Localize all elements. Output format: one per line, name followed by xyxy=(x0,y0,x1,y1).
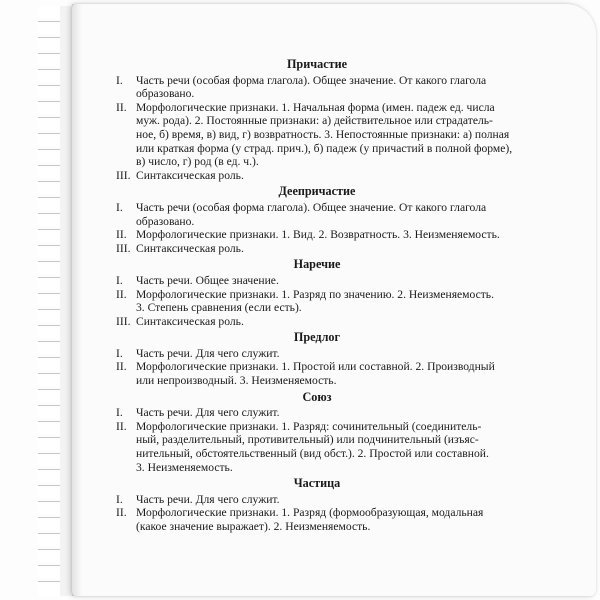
item-text: Часть речи. Для чего служит. xyxy=(136,492,280,506)
item-text: Морфологические признаки. 1. Разряд: сочинительный (соединитель- xyxy=(136,419,482,433)
list-item-line xyxy=(116,461,518,475)
roman-numeral: II. xyxy=(116,100,127,114)
roman-numeral: I. xyxy=(116,406,123,420)
item-text: (какое значение выражает). 2. Неизменяемость. xyxy=(136,520,371,533)
roman-numeral xyxy=(116,87,136,101)
list-item-line xyxy=(116,315,518,329)
roman-numeral xyxy=(116,114,136,128)
list-item-line xyxy=(116,288,518,302)
list-item-line xyxy=(116,242,518,256)
list-item-line xyxy=(116,87,518,101)
roman-numeral xyxy=(116,215,136,229)
item-text: ный, разделительный, противительный) или подчинительный (изъяс- xyxy=(136,433,479,447)
item-text: или непроизводный. 3. Неизменяемость. xyxy=(136,374,337,388)
roman-numeral: III. xyxy=(116,241,131,255)
list-item-line xyxy=(116,228,518,242)
section-title: Наречие xyxy=(293,257,341,272)
item-text: 3. Неизменяемость. xyxy=(136,460,233,474)
item-text: Морфологические признаки. 1. Простой или составной. 2. Производный xyxy=(136,360,495,374)
section-title: Предлог xyxy=(293,330,341,345)
item-text: нительный, обстоятельственный (вид обст.). 2. Простой или составной. xyxy=(136,447,489,461)
item-text: 3. Степень сравнения (если есть). xyxy=(136,301,302,315)
roman-numeral xyxy=(116,461,136,475)
list-item-line xyxy=(116,374,518,388)
list-item-line xyxy=(116,128,518,142)
list-item-line xyxy=(116,274,518,288)
list-item-line xyxy=(116,101,518,115)
item-text: Часть речи. Для чего служит. xyxy=(136,406,280,420)
item-text: Морфологические признаки. 1. Разряд по значению. 2. Неизменяемость. xyxy=(136,287,494,301)
roman-numeral: II. xyxy=(116,287,127,301)
grammar-reference-text xyxy=(116,55,518,534)
list-item-line xyxy=(116,360,518,374)
section-title: Частица xyxy=(293,476,341,491)
item-text: Морфологические признаки. 1. Разряд (формообразующая, модальная xyxy=(136,506,484,520)
section-title: Причастие xyxy=(286,57,348,71)
item-text: Морфологические признаки. 1. Вид. 2. Возвратность. 3. Неизменяемость. xyxy=(136,228,500,242)
item-text: в) число, г) род (в ед. ч.). xyxy=(136,155,259,169)
item-text: образовано. xyxy=(136,214,195,228)
roman-numeral xyxy=(116,128,136,142)
list-item-line xyxy=(116,301,518,315)
list-item-line xyxy=(116,169,518,183)
roman-numeral xyxy=(116,142,136,156)
roman-numeral xyxy=(116,374,136,388)
list-item-line xyxy=(116,215,518,229)
list-item-line xyxy=(116,114,518,128)
list-item-line xyxy=(116,433,518,447)
list-item-line xyxy=(116,201,518,215)
list-item-line xyxy=(116,420,518,434)
roman-numeral: I. xyxy=(116,200,123,214)
item-text: Часть речи (особая форма глагола). Общее значение. От какого глагола xyxy=(136,200,487,214)
list-item-line xyxy=(116,447,518,461)
roman-numeral: I. xyxy=(116,346,123,360)
roman-numeral xyxy=(116,301,136,315)
roman-numeral: II. xyxy=(116,506,127,520)
roman-numeral: I. xyxy=(116,273,123,287)
list-item-line xyxy=(116,142,518,156)
section-title: Союз xyxy=(302,389,332,404)
item-text: Часть речи. Для чего служит. xyxy=(136,346,280,360)
item-text: Синтаксическая роль. xyxy=(136,314,244,328)
list-item-line xyxy=(116,347,518,361)
item-text: ное, б) время, в) вид, г) возвратность. 3. Непостоянные признаки: а) полная xyxy=(136,127,510,141)
item-text: Часть речи. Общее значение. xyxy=(136,273,279,287)
roman-numeral: II. xyxy=(116,228,127,242)
item-text: Морфологические признаки. 1. Начальная форма (имен. падеж ед. числа xyxy=(136,100,495,114)
roman-numeral: III. xyxy=(116,168,131,182)
list-item-line xyxy=(116,493,518,507)
list-item-line xyxy=(116,506,518,520)
list-item-line xyxy=(116,74,518,88)
list-item-line xyxy=(116,406,518,420)
roman-numeral xyxy=(116,520,136,534)
item-text: или краткая форма (у страд. прич.), б) падеж (у причастий в полной форме), xyxy=(136,141,513,155)
item-text: Синтаксическая роль. xyxy=(136,168,244,182)
item-text: муж. рода). 2. Постоянные признаки: а) действительное или страдатель- xyxy=(136,114,493,128)
roman-numeral: I. xyxy=(116,73,123,87)
roman-numeral: III. xyxy=(116,314,131,328)
item-text: Синтаксическая роль. xyxy=(136,241,244,255)
roman-numeral xyxy=(116,155,136,169)
list-item-line xyxy=(116,155,518,169)
item-text: Часть речи (особая форма глагола). Общее значение. От какого глагола xyxy=(136,73,487,87)
roman-numeral xyxy=(116,447,136,461)
item-text: образовано. xyxy=(136,87,195,101)
section-title: Деепричастие xyxy=(278,184,356,199)
roman-numeral: I. xyxy=(116,492,123,506)
roman-numeral: II. xyxy=(116,419,127,433)
list-item-line xyxy=(116,520,518,534)
roman-numeral xyxy=(116,433,136,447)
roman-numeral: II. xyxy=(116,360,127,374)
